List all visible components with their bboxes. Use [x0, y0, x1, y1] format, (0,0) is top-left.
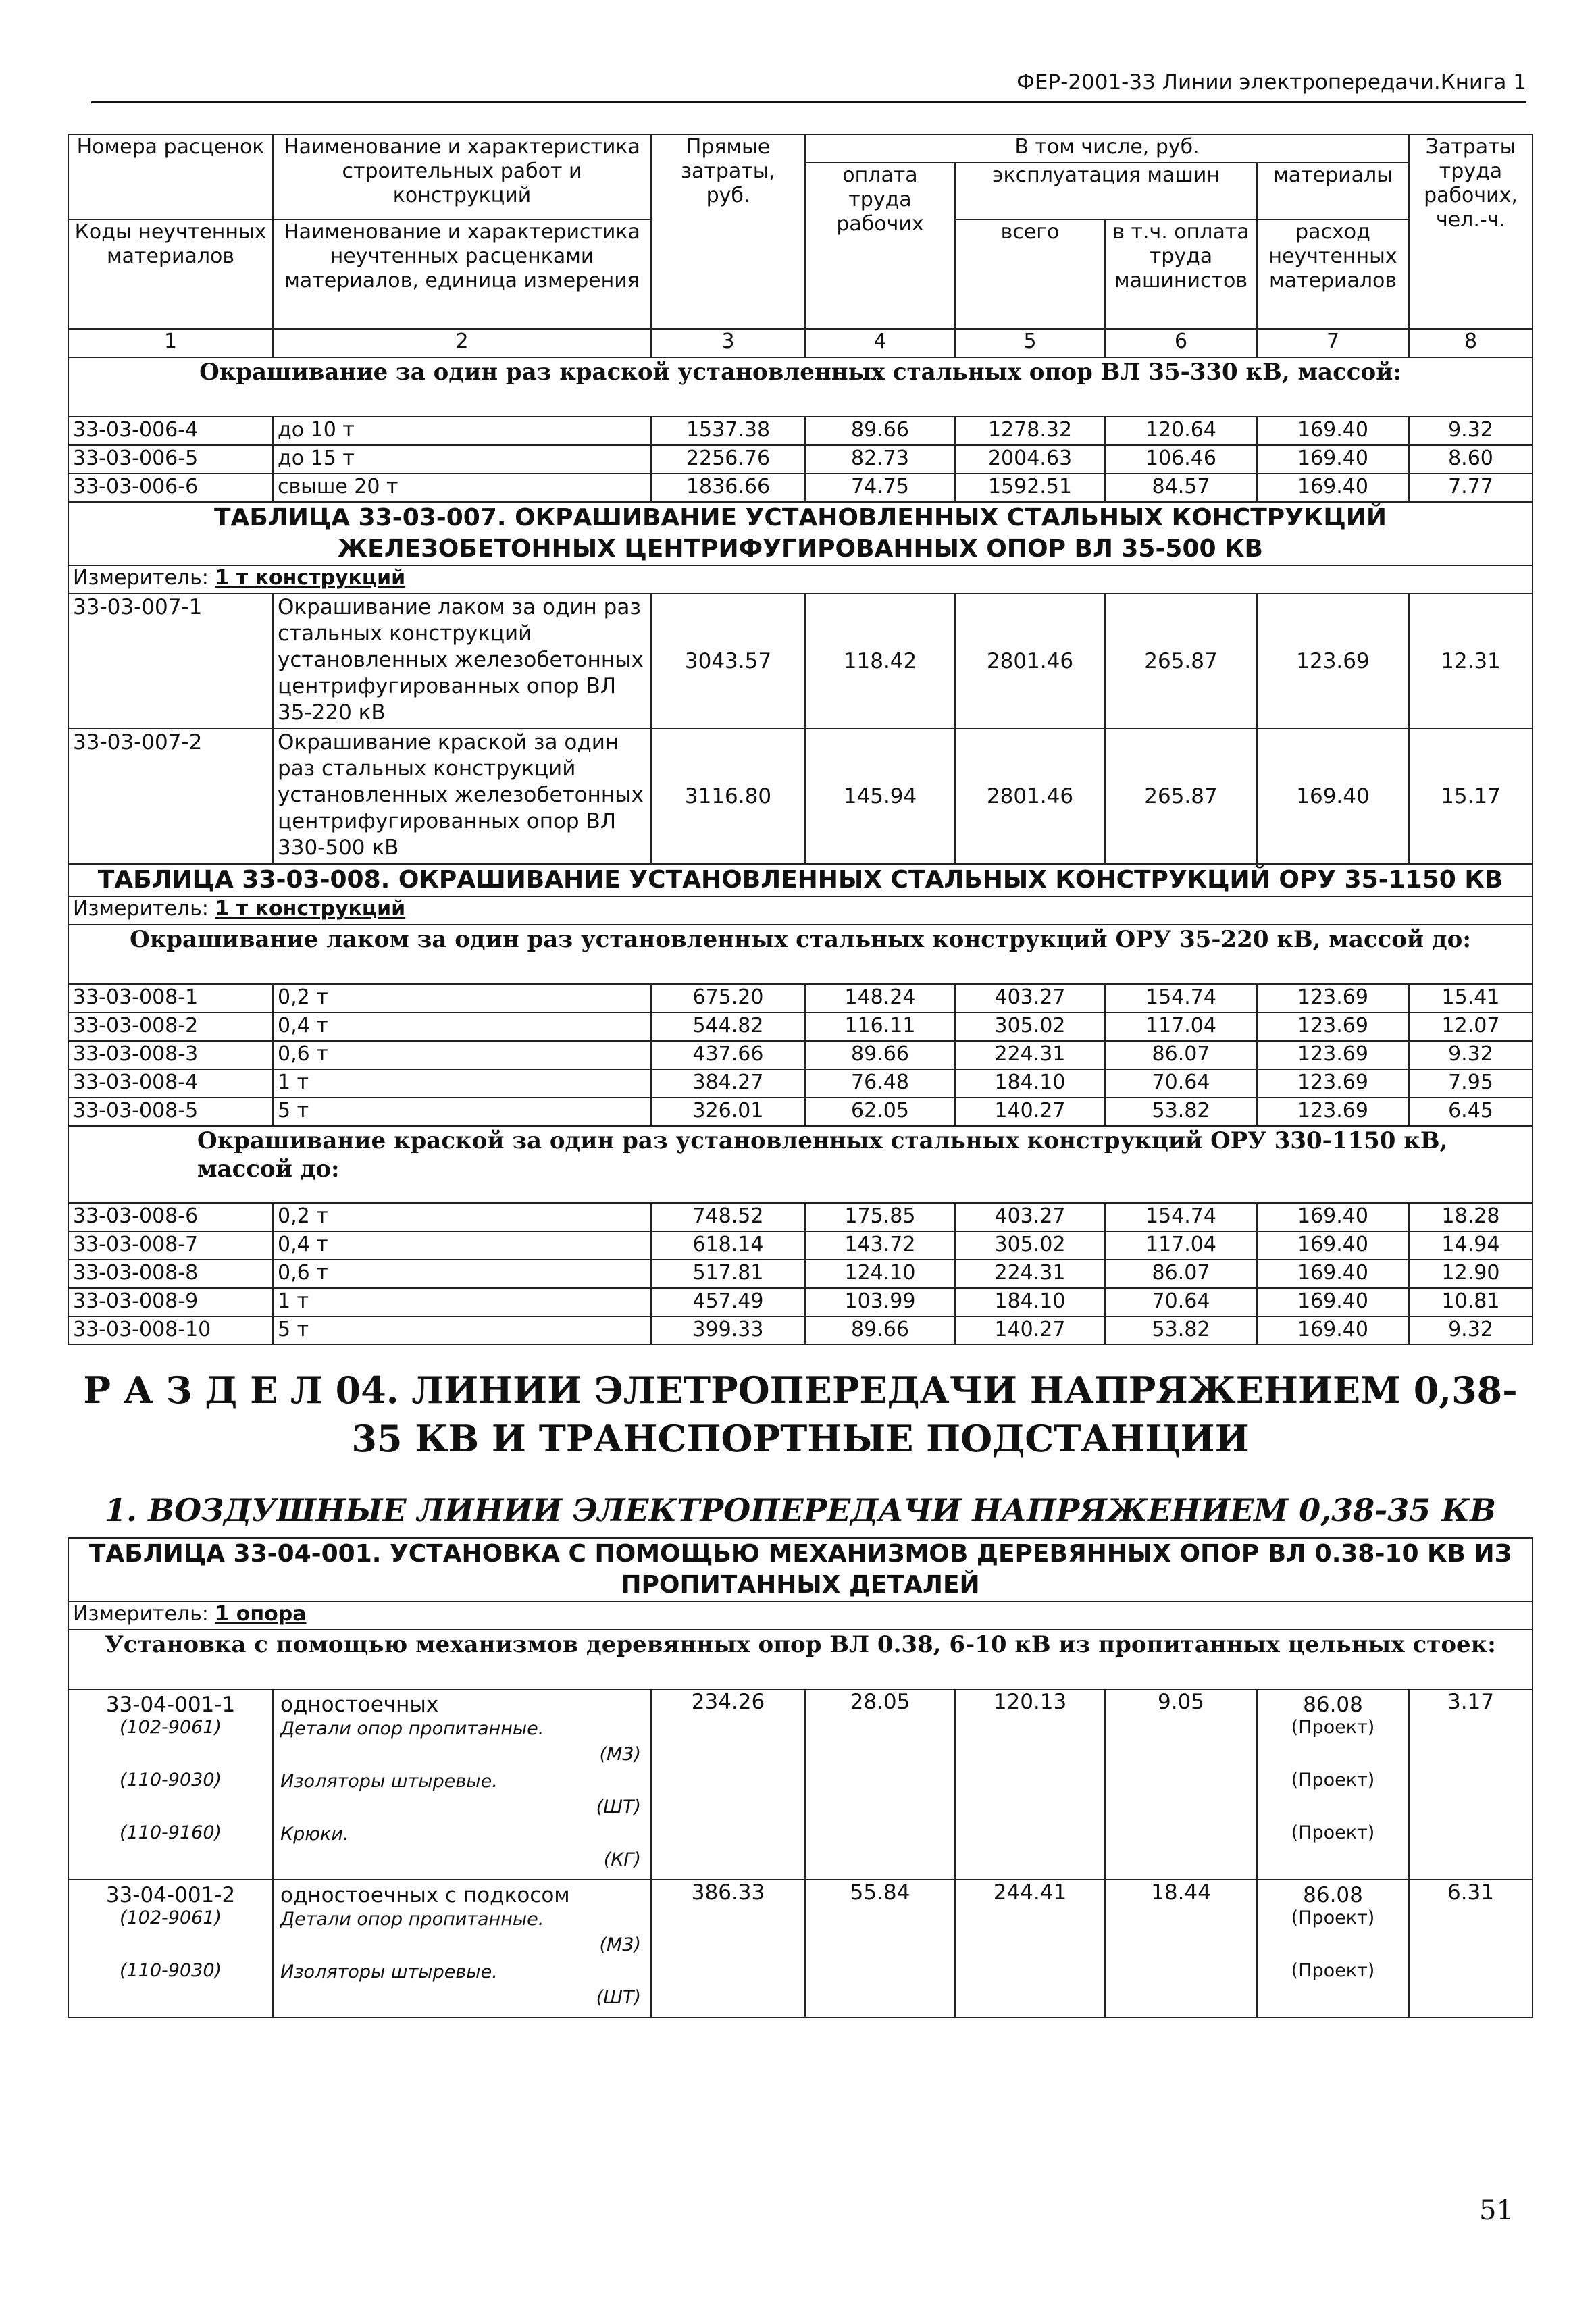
project-note: (Проект)	[1291, 1907, 1375, 1928]
rate-name: 0,2 т	[273, 1203, 651, 1231]
cell-machines-total: 305.02	[955, 1012, 1105, 1041]
cell-machines-total: 244.41	[955, 1880, 1105, 2017]
cell-labor-hours: 9.32	[1409, 1041, 1533, 1069]
rate-code: 33-03-008-9	[68, 1288, 273, 1316]
table-measure-row	[68, 565, 1533, 594]
cell-labor-hours: 12.31	[1409, 594, 1533, 729]
header-col1a: Номера расценок	[68, 134, 273, 220]
table04001-measure	[68, 1601, 1533, 1630]
cell-labor-hours: 15.17	[1409, 729, 1533, 864]
rate-code: 33-04-001-2	[105, 1883, 236, 1907]
cell-labor-hours: 6.45	[1409, 1098, 1533, 1126]
cell-labor-hours: 8.60	[1409, 445, 1533, 473]
price-table	[68, 134, 1533, 2018]
cell-direct-costs: 1836.66	[651, 473, 805, 502]
table-row	[68, 1316, 1533, 1345]
material-unit: (ШТ)	[596, 1797, 641, 1818]
rate-code-cell	[68, 1880, 273, 2017]
header-col7: расход неучтенных материалов	[1257, 220, 1409, 329]
rate-name: одностоечных	[280, 1693, 439, 1717]
col-num: 8	[1409, 329, 1533, 357]
project-note: (Проект)	[1291, 1717, 1375, 1738]
table008-measure	[68, 896, 1533, 925]
section1-rows	[68, 417, 1533, 502]
cell-machinist-pay: 86.07	[1105, 1260, 1257, 1288]
section1-title: Окрашивание за один раз краской установленных стальных опор ВЛ 35-330 кВ, массой:	[68, 357, 1533, 417]
cell-materials: 169.40	[1257, 1288, 1409, 1316]
cell-machinist-pay: 53.82	[1105, 1098, 1257, 1126]
cell-direct-costs: 544.82	[651, 1012, 805, 1041]
material-entry	[274, 1960, 650, 2013]
table04001-sub: Установка с помощью механизмов деревянных опор ВЛ 0.38, 6-10 кВ из пропитанных цельных стоек:	[68, 1630, 1533, 1689]
material-name: Изоляторы штыревые.	[280, 1771, 498, 1792]
cell-labor-hours: 3.17	[1409, 1689, 1533, 1880]
rate-name-cell	[273, 1689, 651, 1880]
section-heading	[68, 1630, 1533, 1689]
cell-labor-pay: 55.84	[805, 1880, 955, 2017]
measure-label: Измеритель:	[73, 897, 209, 921]
cell-labor-pay: 74.75	[805, 473, 955, 502]
cell-machines-total: 2801.46	[955, 594, 1105, 729]
material-name: Детали опор пропитанные.	[280, 1909, 544, 1930]
cell-materials: 169.40	[1257, 1203, 1409, 1231]
rate-code: 33-03-008-1	[68, 984, 273, 1012]
rate-code: 33-03-008-2	[68, 1012, 273, 1041]
rate-code: 33-03-008-10	[68, 1316, 273, 1345]
cell-labor-hours: 15.41	[1409, 984, 1533, 1012]
cell-machinist-pay: 265.87	[1105, 729, 1257, 864]
col-num: 7	[1257, 329, 1409, 357]
material-entry	[274, 1822, 650, 1875]
cell-machines-total: 224.31	[955, 1260, 1105, 1288]
cell-machines-total: 403.27	[955, 984, 1105, 1012]
razdel-cell	[68, 1345, 1533, 1538]
table-row	[68, 1203, 1533, 1231]
cell-labor-hours: 7.77	[1409, 473, 1533, 502]
rate-name: 0,4 т	[273, 1231, 651, 1260]
rate-name: 0,6 т	[273, 1041, 651, 1069]
header-col4: оплата труда рабочих	[805, 163, 955, 329]
cell-labor-pay: 89.66	[805, 417, 955, 445]
cell-machines-total: 140.27	[955, 1098, 1105, 1126]
cell-machines-total: 1278.32	[955, 417, 1105, 445]
header-row-1	[68, 134, 1533, 163]
cell-materials: 123.69	[1257, 1098, 1409, 1126]
rate-code: 33-03-007-1	[68, 594, 273, 729]
measure-value: 1 опора	[215, 1602, 307, 1626]
rate-name: свыше 20 т	[273, 473, 651, 502]
cell-labor-pay: 62.05	[805, 1098, 955, 1126]
cell-direct-costs: 437.66	[651, 1041, 805, 1069]
material-entry	[274, 1907, 650, 1960]
cell-labor-hours: 14.94	[1409, 1231, 1533, 1260]
rate-name: до 15 т	[273, 445, 651, 473]
cell-direct-costs: 386.33	[651, 1880, 805, 2017]
cell-labor-pay: 116.11	[805, 1012, 955, 1041]
rate-name: Окрашивание лаком за один раз стальных конструкций установленных железобетонных центрифугированных опор ВЛ 35-220 кВ	[273, 594, 651, 729]
rate-code: 33-03-006-4	[68, 417, 273, 445]
material-entry	[274, 1717, 650, 1770]
cell-materials: 169.40	[1257, 1231, 1409, 1260]
cell-machinist-pay: 154.74	[1105, 1203, 1257, 1231]
table-row	[68, 1880, 1533, 2017]
page-number: 51	[1479, 2195, 1514, 2226]
rate-code: 33-03-008-7	[68, 1231, 273, 1260]
cell-labor-pay: 118.42	[805, 594, 955, 729]
header-col2a: Наименование и характеристика строительных работ и конструкций	[273, 134, 651, 220]
table-title-row	[68, 864, 1533, 896]
cell-direct-costs: 399.33	[651, 1316, 805, 1345]
cell-machinist-pay: 84.57	[1105, 473, 1257, 502]
table-row	[68, 984, 1533, 1012]
rate-name: 0,4 т	[273, 1012, 651, 1041]
cell-labor-hours: 7.95	[1409, 1069, 1533, 1098]
rate-code: 33-03-008-8	[68, 1260, 273, 1288]
header-col8: Затраты труда рабочих, чел.-ч.	[1409, 134, 1533, 329]
material-unit: (КГ)	[603, 1849, 641, 1870]
cell-machines-total: 184.10	[955, 1069, 1105, 1098]
col-num: 6	[1105, 329, 1257, 357]
cell-materials: 86.08	[1303, 1693, 1363, 1717]
cell-machinist-pay: 18.44	[1105, 1880, 1257, 2017]
cell-labor-pay: 28.05	[805, 1689, 955, 1880]
material-name: Крюки.	[280, 1824, 349, 1845]
rate-code: 33-03-008-6	[68, 1203, 273, 1231]
table-measure-row	[68, 896, 1533, 925]
cell-labor-hours: 9.32	[1409, 417, 1533, 445]
cell-machinist-pay: 154.74	[1105, 984, 1257, 1012]
measure-label: Измеритель:	[73, 1602, 209, 1626]
table-row	[68, 1098, 1533, 1126]
cell-machines-total: 2004.63	[955, 445, 1105, 473]
rate-code: 33-04-001-1	[105, 1693, 236, 1717]
table-row	[68, 1012, 1533, 1041]
table-row	[68, 473, 1533, 502]
cell-machinist-pay: 117.04	[1105, 1012, 1257, 1041]
cell-machines-total: 120.13	[955, 1689, 1105, 1880]
cell-direct-costs: 3043.57	[651, 594, 805, 729]
table007-measure	[68, 565, 1533, 594]
table-row	[68, 1231, 1533, 1260]
rate-name: 1 т	[273, 1069, 651, 1098]
cell-labor-pay: 148.24	[805, 984, 955, 1012]
header-materials: материалы	[1257, 163, 1409, 220]
measure-value: 1 т конструкций	[215, 566, 406, 590]
cell-labor-pay: 76.48	[805, 1069, 955, 1098]
cell-direct-costs: 234.26	[651, 1689, 805, 1880]
rate-name: до 10 т	[273, 417, 651, 445]
material-code: (102-9061)	[119, 1907, 222, 1928]
cell-labor-pay: 82.73	[805, 445, 955, 473]
table008-sub1: Окрашивание лаком за один раз установленных стальных конструкций ОРУ 35-220 кВ, массой до:	[68, 925, 1533, 984]
rate-code: 33-03-008-4	[68, 1069, 273, 1098]
measure-label: Измеритель:	[73, 566, 209, 590]
project-note: (Проект)	[1291, 1770, 1375, 1791]
cell-machinist-pay: 9.05	[1105, 1689, 1257, 1880]
cell-machines-total: 140.27	[955, 1316, 1105, 1345]
table008-sub2: Окрашивание краской за один раз установленных стальных конструкций ОРУ 330-1150 кВ, массой до:	[68, 1126, 1533, 1203]
cell-machines-total: 1592.51	[955, 473, 1105, 502]
table-row	[68, 1689, 1533, 1880]
table-row	[68, 417, 1533, 445]
cell-materials: 169.40	[1257, 473, 1409, 502]
col-num: 2	[273, 329, 651, 357]
col-num: 3	[651, 329, 805, 357]
razdel-row	[68, 1345, 1533, 1538]
header-rule	[91, 101, 1526, 103]
material-entry	[274, 1770, 650, 1822]
rate-code: 33-03-006-6	[68, 473, 273, 502]
cell-direct-costs: 517.81	[651, 1260, 805, 1288]
cell-direct-costs: 748.52	[651, 1203, 805, 1231]
cell-machinist-pay: 86.07	[1105, 1041, 1257, 1069]
cell-machinist-pay: 106.46	[1105, 445, 1257, 473]
cell-direct-costs: 3116.80	[651, 729, 805, 864]
header-col2b: Наименование и характеристика неучтенных расценками материалов, единица измерения	[273, 220, 651, 329]
cell-labor-hours: 9.32	[1409, 1316, 1533, 1345]
cell-direct-costs: 618.14	[651, 1231, 805, 1260]
material-unit: (М3)	[599, 1934, 641, 1955]
rate-name: 5 т	[273, 1316, 651, 1345]
table008-rows1	[68, 984, 1533, 1126]
cell-direct-costs: 675.20	[651, 984, 805, 1012]
table-row	[68, 1288, 1533, 1316]
material-name: Изоляторы штыревые.	[280, 1961, 498, 1982]
material-code: (102-9061)	[119, 1717, 222, 1738]
cell-machines-total: 224.31	[955, 1041, 1105, 1069]
cell-materials: 169.40	[1257, 445, 1409, 473]
table-measure-row	[68, 1601, 1533, 1630]
col-num: 4	[805, 329, 955, 357]
cell-labor-pay: 145.94	[805, 729, 955, 864]
materials-cell	[1257, 1689, 1409, 1880]
cell-machinist-pay: 117.04	[1105, 1231, 1257, 1260]
header-col6: в т.ч. оплата труда машинистов	[1105, 220, 1257, 329]
cell-labor-pay: 175.85	[805, 1203, 955, 1231]
razdel-title: Р А З Д Е Л 04. ЛИНИИ ЭЛЕТРОПЕРЕДАЧИ НАПРЯЖЕНИЕМ 0,38-35 КВ И ТРАНСПОРТНЫЕ ПОДСТАНЦИИ	[83, 1368, 1518, 1460]
rate-name: одностоечных с подкосом	[280, 1883, 570, 1907]
project-note: (Проект)	[1291, 1960, 1375, 1981]
cell-machines-total: 184.10	[955, 1288, 1105, 1316]
cell-machinist-pay: 120.64	[1105, 417, 1257, 445]
col-num: 5	[955, 329, 1105, 357]
cell-materials: 169.40	[1257, 1316, 1409, 1345]
cell-machinist-pay: 265.87	[1105, 594, 1257, 729]
cell-materials: 169.40	[1257, 417, 1409, 445]
cell-machinist-pay: 53.82	[1105, 1316, 1257, 1345]
cell-labor-pay: 124.10	[805, 1260, 955, 1288]
section-heading	[68, 357, 1533, 417]
table-row	[68, 1041, 1533, 1069]
rate-name: Окрашивание краской за один раз стальных конструкций установленных железобетонных центрифугированных опор ВЛ 330-500 кВ	[273, 729, 651, 864]
header-machines: эксплуатация машин	[955, 163, 1257, 220]
cell-labor-pay: 89.66	[805, 1041, 955, 1069]
table-title-row	[68, 1538, 1533, 1601]
rate-name: 1 т	[273, 1288, 651, 1316]
running-header: ФЕР-2001-33 Линии электропередачи.Книга 1	[1016, 70, 1526, 95]
rate-code: 33-03-006-5	[68, 445, 273, 473]
cell-labor-hours: 10.81	[1409, 1288, 1533, 1316]
cell-materials: 123.69	[1257, 1012, 1409, 1041]
table-title-row	[68, 502, 1533, 565]
table008-title: ТАБЛИЦА 33-03-008. ОКРАШИВАНИЕ УСТАНОВЛЕННЫХ СТАЛЬНЫХ КОНСТРУКЦИЙ ОРУ 35-1150 КВ	[68, 864, 1533, 896]
table007-title: ТАБЛИЦА 33-03-007. ОКРАШИВАНИЕ УСТАНОВЛЕННЫХ СТАЛЬНЫХ КОНСТРУКЦИЙ ЖЕЛЕЗОБЕТОННЫХ ЦЕНТРИФУГИРОВАННЫХ ОПОР ВЛ 35-500 КВ	[68, 502, 1533, 565]
section-heading	[68, 1126, 1533, 1203]
cell-direct-costs: 1537.38	[651, 417, 805, 445]
cell-materials: 123.69	[1257, 984, 1409, 1012]
cell-machines-total: 305.02	[955, 1231, 1105, 1260]
col-num: 1	[68, 329, 273, 357]
price-table-content	[68, 134, 1532, 2018]
material-code: (110-9030)	[119, 1770, 222, 1791]
measure-value: 1 т конструкций	[215, 897, 406, 921]
cell-machines-total: 403.27	[955, 1203, 1105, 1231]
cell-labor-pay: 89.66	[805, 1316, 955, 1345]
rate-name: 0,2 т	[273, 984, 651, 1012]
table-row	[68, 729, 1533, 864]
cell-materials: 123.69	[1257, 1041, 1409, 1069]
rate-code: 33-03-008-5	[68, 1098, 273, 1126]
cell-direct-costs: 457.49	[651, 1288, 805, 1316]
table008-rows2	[68, 1203, 1533, 1345]
header-col3: Прямые затраты, руб.	[651, 134, 805, 329]
table-row	[68, 594, 1533, 729]
cell-labor-pay: 143.72	[805, 1231, 955, 1260]
cell-direct-costs: 326.01	[651, 1098, 805, 1126]
cell-labor-hours: 12.07	[1409, 1012, 1533, 1041]
materials-cell	[1257, 1880, 1409, 2017]
header-col5: всего	[955, 220, 1105, 329]
project-note: (Проект)	[1291, 1822, 1375, 1843]
table-row	[68, 445, 1533, 473]
cell-machines-total: 2801.46	[955, 729, 1105, 864]
cell-direct-costs: 2256.76	[651, 445, 805, 473]
cell-materials: 169.40	[1257, 729, 1409, 864]
cell-materials: 86.08	[1303, 1883, 1363, 1907]
razdel-subtitle: 1. ВОЗДУШНЫЕ ЛИНИИ ЭЛЕКТРОПЕРЕДАЧИ НАПРЯЖЕНИЕМ 0,38-35 КВ	[105, 1492, 1496, 1528]
cell-machinist-pay: 70.64	[1105, 1288, 1257, 1316]
rate-name: 5 т	[273, 1098, 651, 1126]
table-row	[68, 1260, 1533, 1288]
cell-labor-hours: 6.31	[1409, 1880, 1533, 2017]
cell-direct-costs: 384.27	[651, 1069, 805, 1098]
cell-materials: 123.69	[1257, 1069, 1409, 1098]
material-name: Детали опор пропитанные.	[280, 1718, 544, 1739]
table04001-title: ТАБЛИЦА 33-04-001. УСТАНОВКА С ПОМОЩЬЮ МЕХАНИЗМОВ ДЕРЕВЯННЫХ ОПОР ВЛ 0.38-10 КВ ИЗ ПРОПИТАННЫХ ДЕТАЛЕЙ	[68, 1538, 1533, 1601]
material-code: (110-9160)	[119, 1822, 222, 1843]
material-code: (110-9030)	[119, 1960, 222, 1981]
cell-labor-hours: 18.28	[1409, 1203, 1533, 1231]
material-unit: (ШТ)	[596, 1987, 641, 2008]
rate-code-cell	[68, 1689, 273, 1880]
cell-machinist-pay: 70.64	[1105, 1069, 1257, 1098]
cell-materials: 169.40	[1257, 1260, 1409, 1288]
header-col1b: Коды неучтенных материалов	[68, 220, 273, 329]
header-incl: В том числе, руб.	[805, 134, 1409, 163]
cell-materials: 123.69	[1257, 594, 1409, 729]
rate-code: 33-03-007-2	[68, 729, 273, 864]
rate-code: 33-03-008-3	[68, 1041, 273, 1069]
column-numbers-row	[68, 329, 1533, 357]
cell-labor-pay: 103.99	[805, 1288, 955, 1316]
material-unit: (М3)	[599, 1744, 641, 1765]
cell-labor-hours: 12.90	[1409, 1260, 1533, 1288]
rate-name: 0,6 т	[273, 1260, 651, 1288]
section-heading	[68, 925, 1533, 984]
table-row	[68, 1069, 1533, 1098]
rate-name-cell	[273, 1880, 651, 2017]
